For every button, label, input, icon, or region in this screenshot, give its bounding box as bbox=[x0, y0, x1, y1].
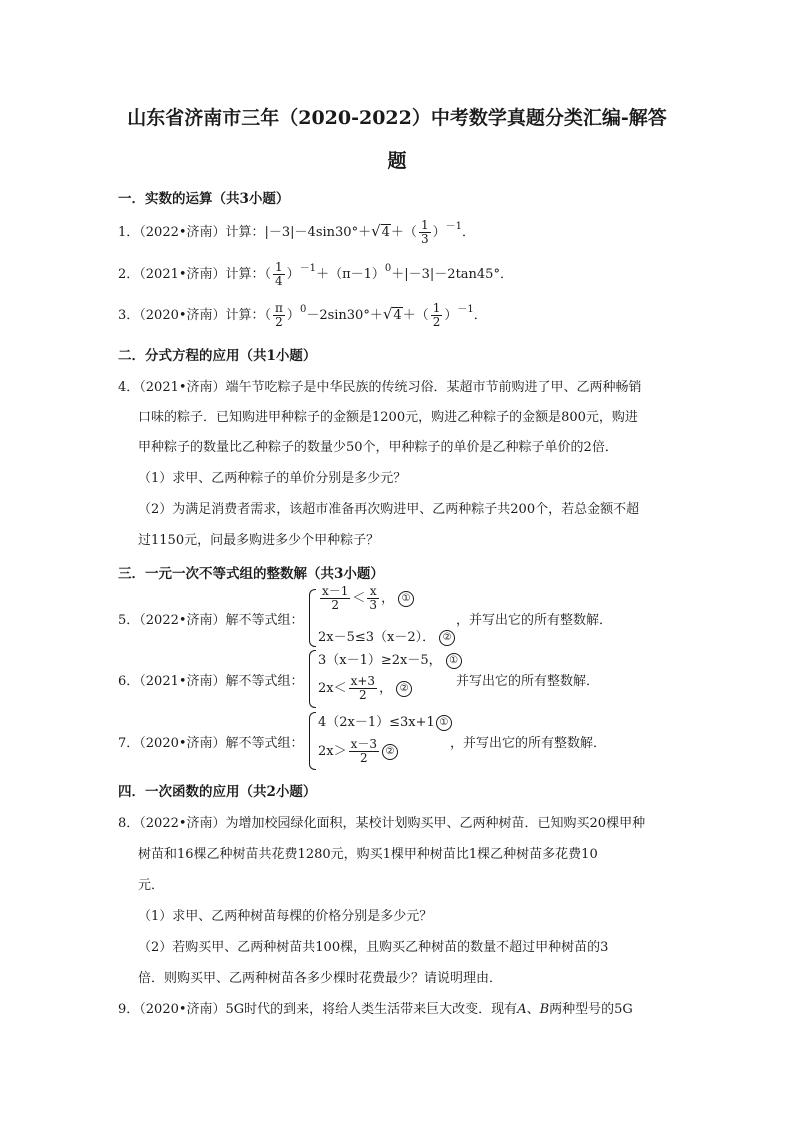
document-title-continued: 题 bbox=[387, 150, 407, 172]
question-4-part-1: （1）求甲、乙两种粽子的单价分别是多少元？ bbox=[138, 471, 407, 486]
question-4-part-2: （2）为满足消费者需求，该超市准备再次购进甲、乙两种粽子共200个，若总金额不超 bbox=[138, 502, 640, 517]
question-8-line-1: 8．（2022•济南）为增加校园绿化面积，某校计划购买甲、乙两种树苗．已知购买20棵甲种 bbox=[118, 816, 646, 831]
section-heading-1: 一．实数的运算（共3小题） bbox=[118, 191, 290, 207]
question-5-tail: ，并写出它的所有整数解． bbox=[456, 613, 613, 628]
question-8-line-3: 元． bbox=[138, 878, 165, 893]
section-heading-4: 四．一次函数的应用（共2小题） bbox=[118, 784, 317, 800]
question-5-prefix: 5．（2022•济南）解不等式组： bbox=[118, 613, 304, 628]
question-8-part-1: （1）求甲、乙两种树苗每棵的价格分别是多少元？ bbox=[138, 909, 433, 924]
question-2: 2．（2021•济南）计算：（ $\frac{1}{4}$ ）$^{-1}+(\pi-1)^0+|-3|-2\tan 45^\circ$． bbox=[118, 260, 513, 288]
question-4-line-2: 口味的粽子．已知购进甲种粽子的金额是1200元，购进乙种粽子的金额是800元，购进 bbox=[138, 410, 638, 425]
question-1: 1．（2022•济南）计算：|－3|－4sin30°＋√4＋（ $\frac{1}{3}$ ）$^{-1}$． bbox=[118, 218, 475, 246]
question-7-tail: ，并写出它的所有整数解． bbox=[450, 736, 607, 751]
question-4-part-2-cont: 过1150元，问最多购进多少个甲种粽子？ bbox=[138, 533, 380, 548]
section-heading-3: 三．一元一次不等式组的整数解（共3小题） bbox=[118, 566, 384, 582]
question-4-line-3: 甲种粽子的数量比乙种粽子的数量少50个，甲种粽子的单价是乙种粽子单价的2倍． bbox=[138, 440, 618, 455]
left-brace bbox=[309, 589, 316, 647]
question-7-inequality-1: 4（2x－1）≤3x+1 ① bbox=[318, 711, 452, 731]
left-brace bbox=[309, 712, 316, 770]
question-4-line-1: 4．（2021•济南）端午节吃粽子是中华民族的传统习俗．某超市节前购进了甲、乙两种畅销 bbox=[118, 380, 642, 395]
question-7-prefix: 7．（2020•济南）解不等式组： bbox=[118, 736, 304, 751]
question-6-prefix: 6．（2021•济南）解不等式组： bbox=[118, 674, 304, 689]
question-5-inequality-1: $\frac{x-1}{2}$ ＜ $\frac{x}{3}$ ， ① bbox=[318, 585, 414, 612]
question-6-tail: 并写出它的所有整数解． bbox=[456, 674, 600, 689]
question-8-part-2: （2）若购买甲、乙两种树苗共100棵，且购买乙种树苗的数量不超过甲种树苗的3 bbox=[138, 940, 609, 955]
question-6-inequality-1: 3（x－1）≥2x－5， ① bbox=[318, 649, 462, 669]
question-8-line-2: 树苗和16棵乙种树苗共花费1280元，购买1棵甲种树苗比1棵乙种树苗多花费10 bbox=[138, 847, 598, 862]
question-6-inequality-2: 2x＜ $\frac{x+3}{2}$ ， ② bbox=[318, 675, 412, 702]
question-7-inequality-2: 2x＞ $\frac{x-3}{2}$ ② bbox=[318, 738, 398, 765]
question-9-line-1: 9．（2020•济南）5G时代的到来，将给人类生活带来巨大改变．现有A、B两种型号的5G bbox=[118, 1002, 633, 1017]
question-8-part-2-cont: 倍．则购买甲、乙两种树苗各多少棵时花费最少？请说明理由． bbox=[138, 971, 503, 986]
left-brace bbox=[309, 650, 316, 708]
document-title: 山东省济南市三年（2020-2022）中考数学真题分类汇编-解答 bbox=[127, 107, 667, 129]
section-heading-2: 二．分式方程的应用（共1小题） bbox=[118, 348, 317, 364]
question-3: 3．（2020•济南）计算：（ $\frac{\pi}{2}$ ）$^0$－2sin30°＋√4＋（ $\frac{1}{2}$ ）$^{-1}$． bbox=[118, 301, 487, 329]
question-5-inequality-2: 2x－5≤3（x－2）． ② bbox=[318, 626, 455, 646]
